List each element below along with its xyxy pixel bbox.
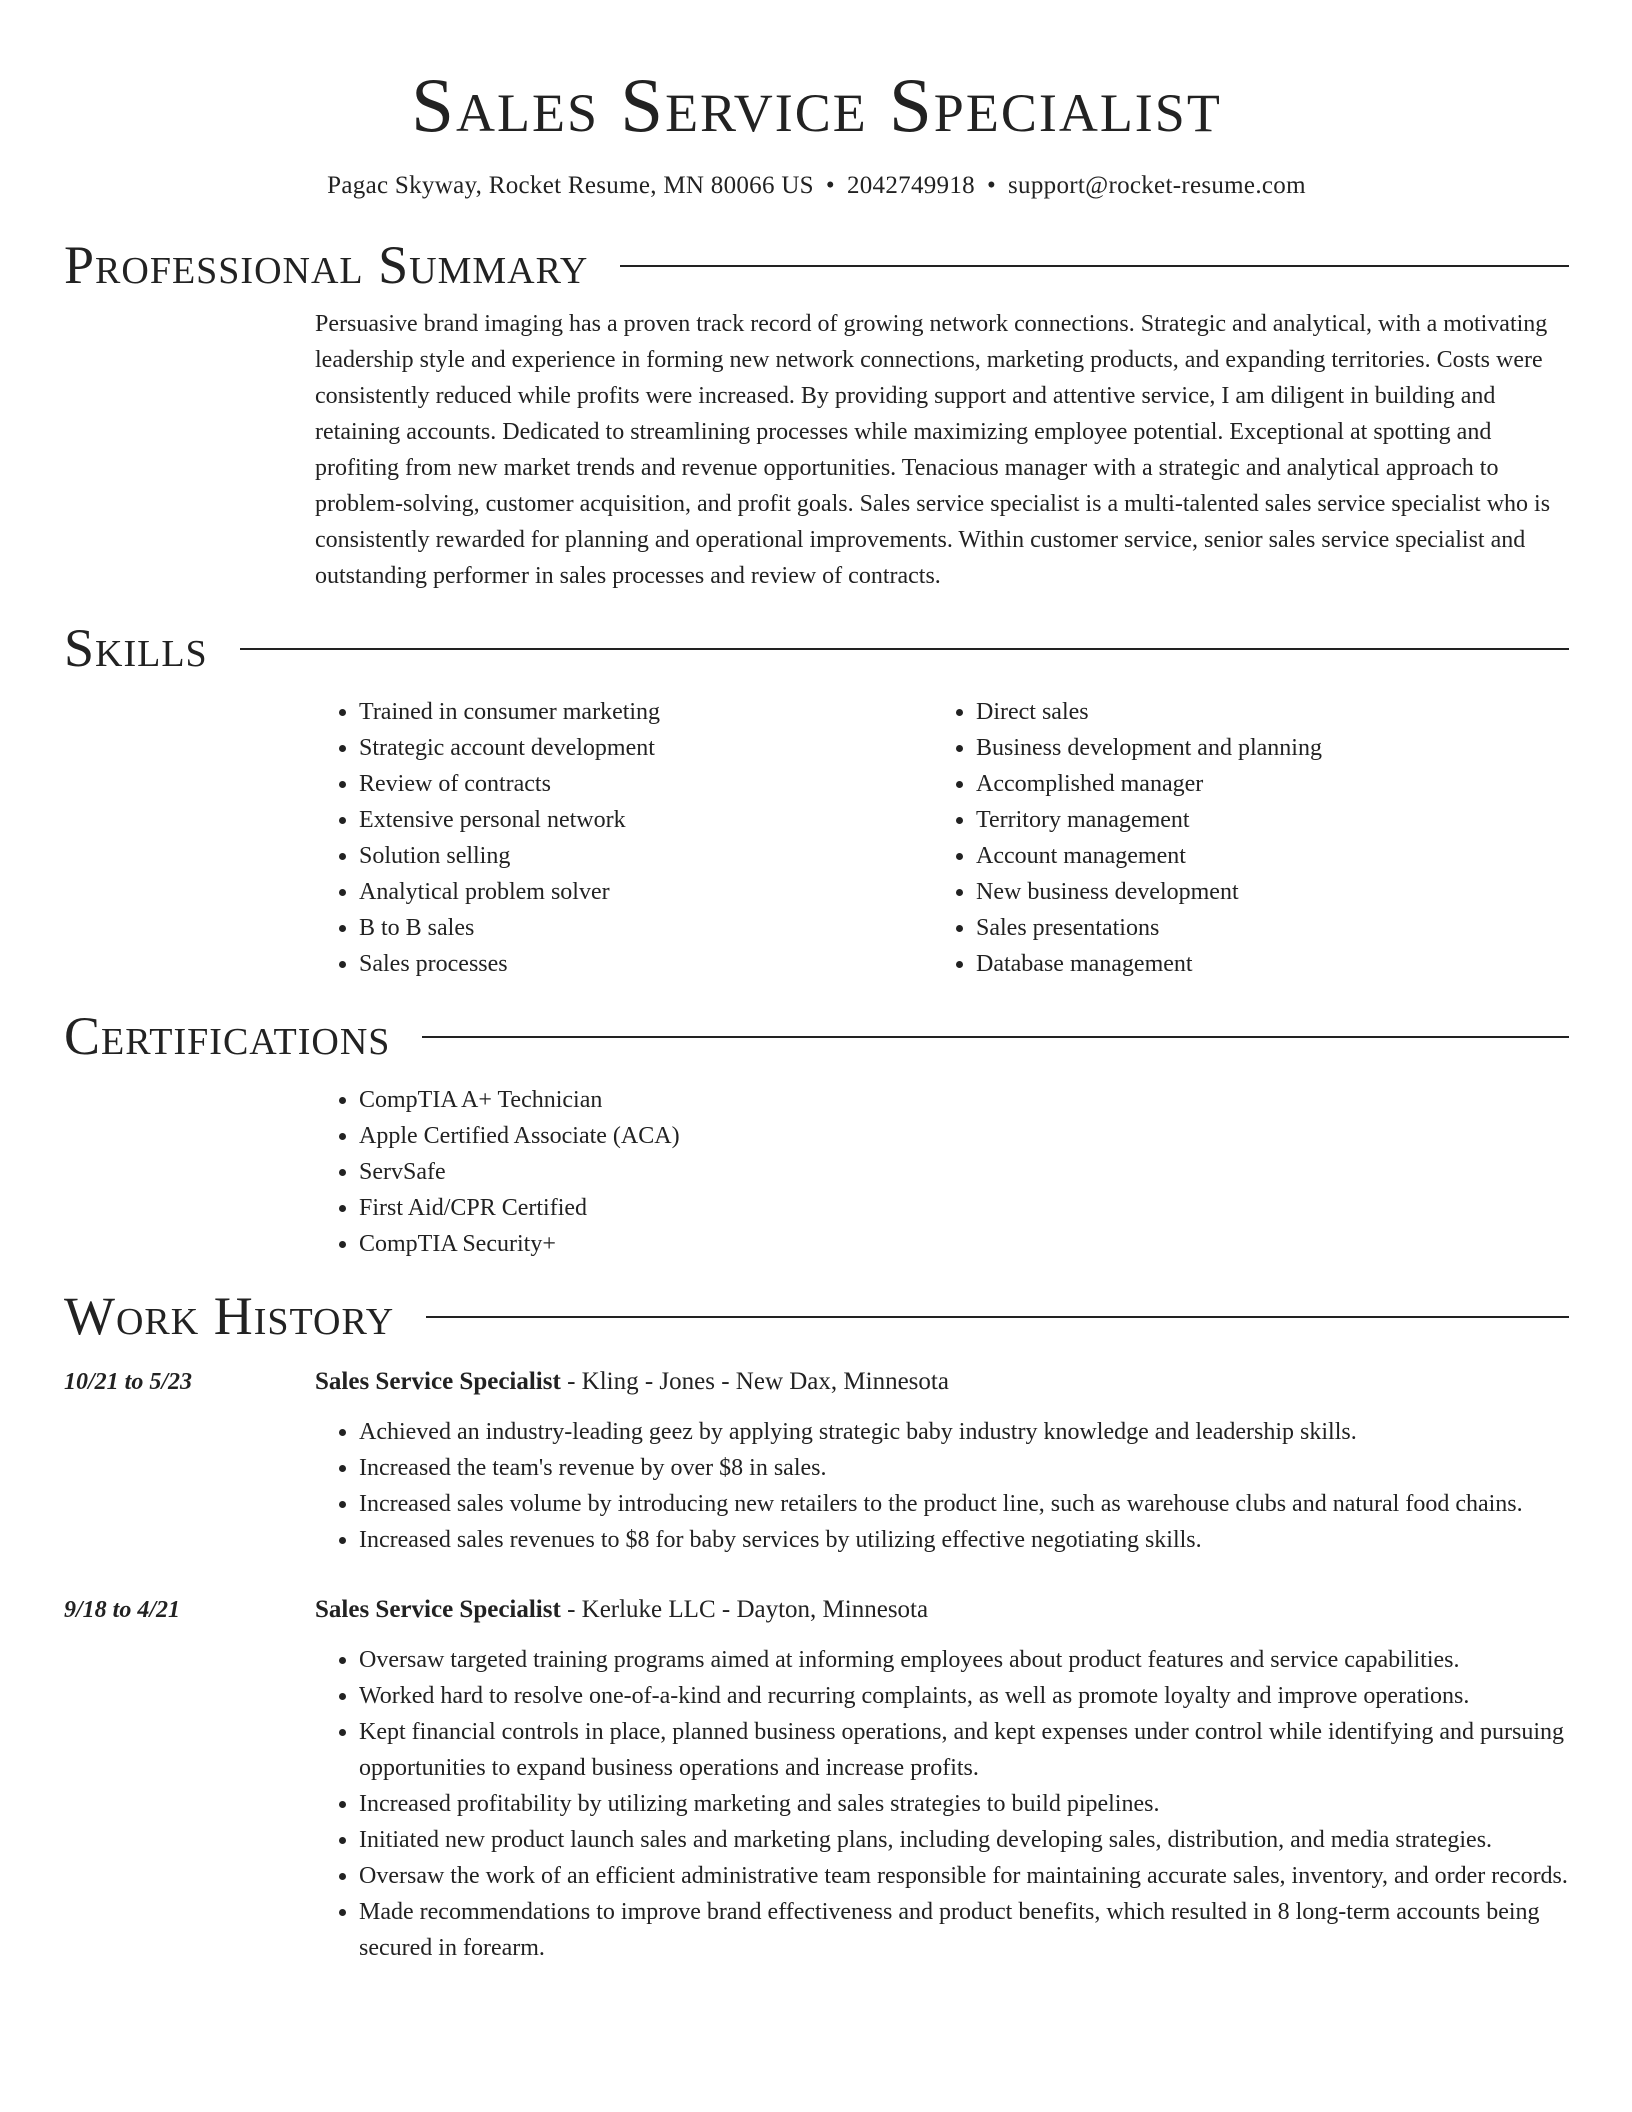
skill-item: • Business development and planning — [976, 730, 1549, 766]
job-bullet: • Increased sales volume by introducing new retailers to the product line, such as warehouse clubs and natural food chains. — [359, 1486, 1569, 1522]
skill-item: • Extensive personal network — [359, 802, 932, 838]
job-bullets — [315, 1414, 1569, 1558]
certifications-list — [315, 1082, 1569, 1262]
contact-separator: • — [986, 172, 997, 199]
job-bullet: • Increased sales revenues to $8 for baby services by utilizing effective negotiating skills. — [359, 1522, 1569, 1558]
certification-item: • Apple Certified Associate (ACA) — [359, 1118, 1569, 1154]
job-employer: - Kerluke LLC - Dayton, Minnesota — [560, 1596, 929, 1623]
skill-item: • Strategic account development — [359, 730, 932, 766]
summary-body — [315, 306, 1569, 594]
section-divider — [422, 1036, 1569, 1038]
summary-heading: Professional Summary — [64, 235, 589, 295]
job-bullet: • Increased profitability by utilizing marketing and sales strategies to build pipelines. — [359, 1786, 1569, 1822]
job-bullet: • Initiated new product launch sales and marketing plans, including developing sales, distribution, and media strategies. — [359, 1822, 1569, 1858]
contact-email: support@rocket-resume.com — [1008, 172, 1306, 199]
job-bullet: • Oversaw the work of an efficient administrative team responsible for maintaining accurate sales, inventory, and order records. — [359, 1858, 1569, 1894]
skill-item: • New business development — [976, 874, 1549, 910]
job-bullet: • Worked hard to resolve one-of-a-kind and recurring complaints, as well as promote loyalty and improve operations. — [359, 1678, 1569, 1714]
job-details — [315, 1592, 1569, 1966]
skill-item: • Database management — [976, 946, 1549, 982]
summary-section-header — [64, 233, 1569, 297]
skill-item: • Solution selling — [359, 838, 932, 874]
job-bullets — [315, 1642, 1569, 1966]
skill-item: • Territory management — [976, 802, 1549, 838]
job-dates: 9/18 to 4/21 — [64, 1597, 181, 1623]
certification-item: • CompTIA Security+ — [359, 1226, 1569, 1262]
resume-name: Sales Service Specialist — [411, 62, 1222, 148]
certification-item: • First Aid/CPR Certified — [359, 1190, 1569, 1226]
job-bullet: • Achieved an industry-leading geez by applying strategic baby industry knowledge and leadership skills. — [359, 1414, 1569, 1450]
resume-page — [64, 0, 1569, 1966]
certifications-section-header — [64, 1004, 1569, 1068]
skill-item: • B to B sales — [359, 910, 932, 946]
section-divider — [240, 648, 1569, 650]
work-history-heading: Work History — [64, 1286, 395, 1346]
skills-grid — [315, 694, 1569, 982]
section-divider — [620, 265, 1569, 267]
job-title: Sales Service Specialist — [315, 1596, 561, 1623]
skills-section-header — [64, 616, 1569, 680]
job-employer: - Kling - Jones - New Dax, Minnesota — [560, 1368, 949, 1395]
contact-separator: • — [825, 172, 835, 199]
job-bullet: • Made recommendations to improve brand effectiveness and product benefits, which resulted in 8 long-term accounts being secured in forearm. — [359, 1894, 1569, 1966]
skill-item: • Sales processes — [359, 946, 932, 982]
job-title: Sales Service Specialist — [315, 1368, 561, 1395]
contact-phone: 2042749918 — [846, 172, 975, 199]
certification-item: • CompTIA A+ Technician — [359, 1082, 1569, 1118]
job-bullet: • Oversaw targeted training programs aimed at informing employees about product features and service capabilities. — [359, 1642, 1569, 1678]
certifications-body — [315, 1082, 1569, 1262]
skill-item: • Accomplished manager — [976, 766, 1549, 802]
contact-line — [64, 170, 1569, 202]
job-bullet: • Increased the team's revenue by over $8 in sales. — [359, 1450, 1569, 1486]
summary-text: Persuasive brand imaging has a proven track record of growing network connections. Strategic and analytical, with a motivating leadership style and experience in forming new network connections, marketing products, and expanding territories. Costs were consistently reduced while profits were increased. By providing support and attentive service, I am diligent in building and retaining accounts. Dedicated to streamlining processes while maximizing employee potential. Exceptional at spotting and profiting from new market trends and revenue opportunities. Tenacious manager with a strategic and analytical approach to problem-solving, customer acquisition, and profit goals. Sales service specialist is a multi-talented sales service specialist who is consistently rewarded for planning and operational improvements. Within customer service, senior sales service specialist and outstanding performer in sales processes and review of contracts. — [315, 311, 1551, 589]
skills-list-right — [932, 694, 1549, 982]
job-entry — [64, 1364, 1569, 1558]
skill-item: • Direct sales — [976, 694, 1549, 730]
certification-item: • ServSafe — [359, 1154, 1569, 1190]
skill-item: • Review of contracts — [359, 766, 932, 802]
job-bullet: • Kept financial controls in place, planned business operations, and kept expenses under control while identifying and pursuing opportunities to expand business operations and increase profits. — [359, 1714, 1569, 1786]
job-details — [315, 1364, 1569, 1558]
contact-address: Pagac Skyway, Rocket Resume, MN 80066 US — [327, 172, 814, 199]
skill-item: • Sales presentations — [976, 910, 1549, 946]
job-title-line — [315, 1592, 1569, 1628]
work-history-section-header — [64, 1284, 1569, 1348]
skill-item: • Analytical problem solver — [359, 874, 932, 910]
job-entry — [64, 1592, 1569, 1966]
skills-list-left — [315, 694, 932, 982]
certifications-heading: Certifications — [64, 1006, 391, 1066]
section-divider — [426, 1316, 1569, 1318]
job-title-line — [315, 1364, 1569, 1400]
job-dates: 10/21 to 5/23 — [64, 1369, 193, 1395]
skills-heading: Skills — [64, 618, 208, 678]
skill-item: • Account management — [976, 838, 1549, 874]
skill-item: • Trained in consumer marketing — [359, 694, 932, 730]
